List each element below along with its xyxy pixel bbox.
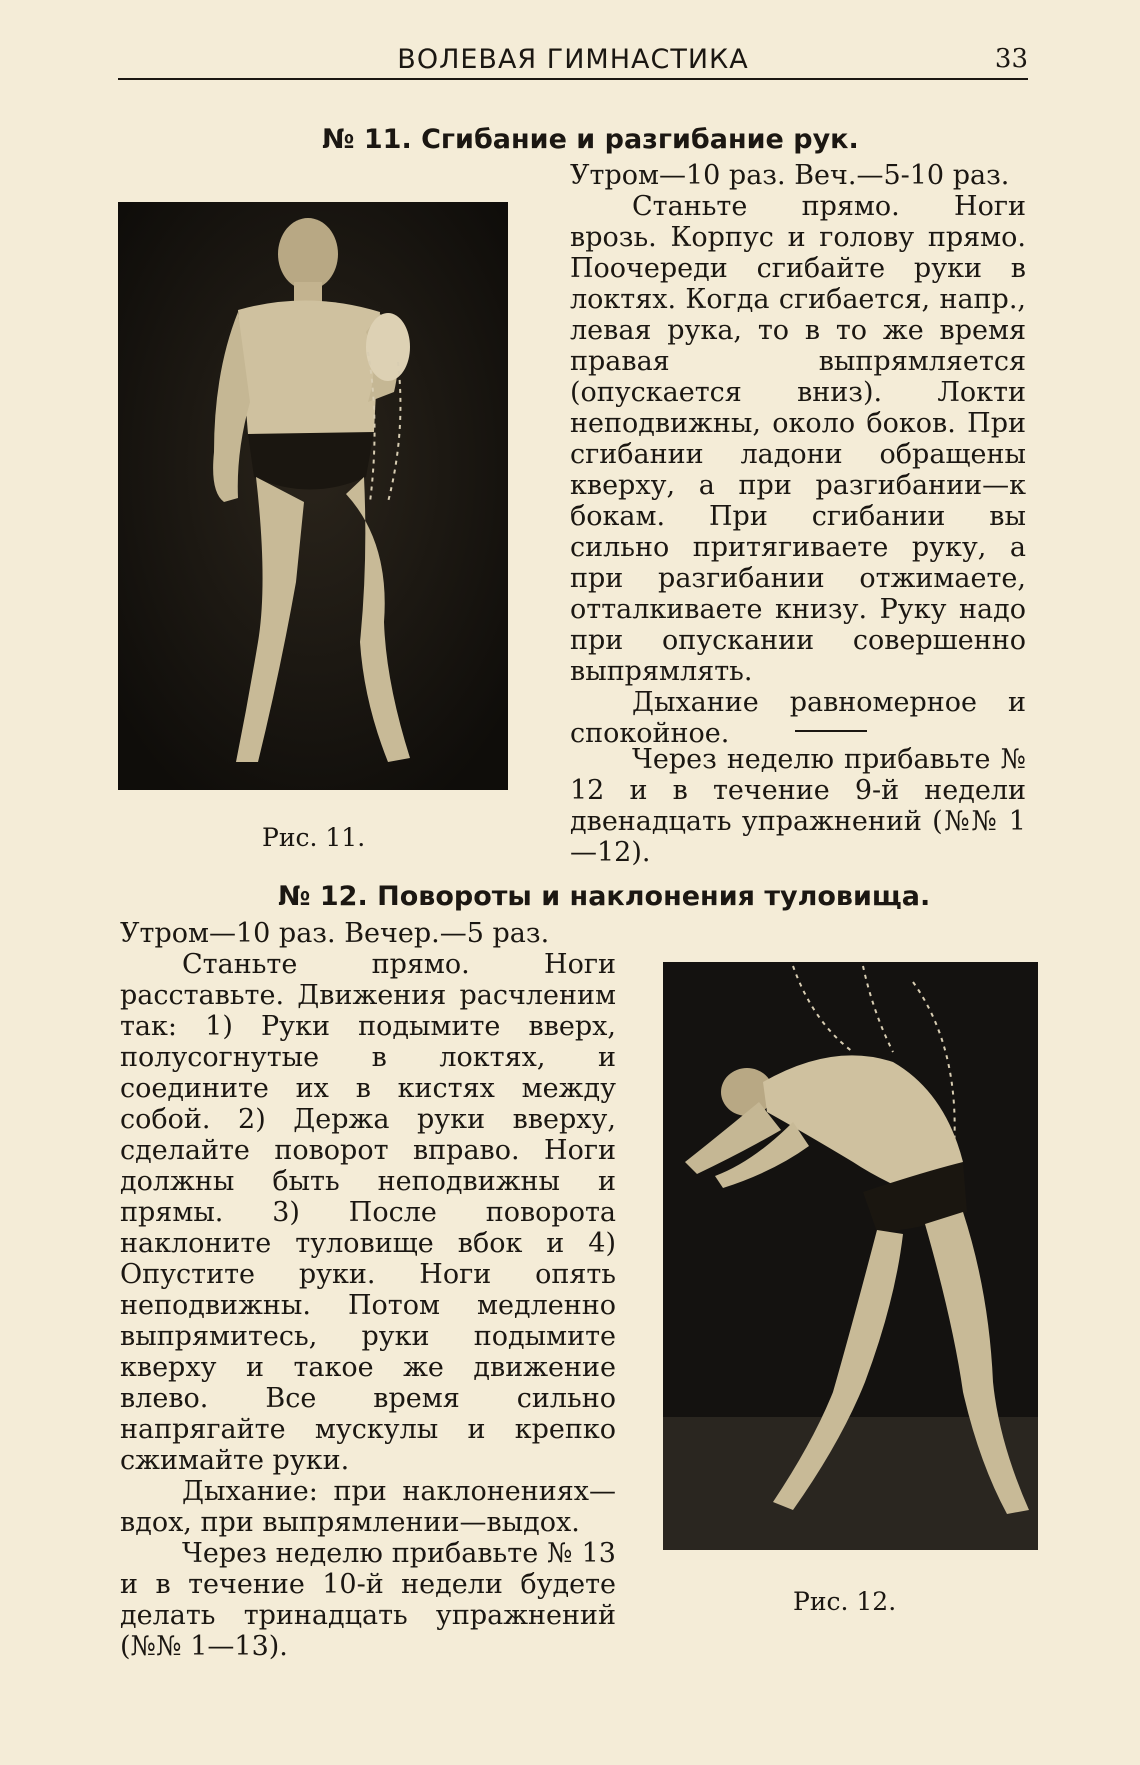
exercise-11-next-week: Через неделю прибавьте № 12 и в течение 9-й недели двенадцать упражнений (№№ 1—12). [570,744,1026,868]
figure-12-photo [663,962,1038,1550]
exercise-11-schedule: Утром—10 раз. Веч.—5-10 раз. [570,160,1010,191]
exercise-12-heading: № 12. Повороты и наклонения туловища. [278,881,931,912]
figure-11-photo [118,202,508,790]
section-divider [795,730,867,732]
exercise-12-next-week: Через неделю прибавьте № 13 и в течение 10-й недели будете делать тринадцать упражнений (№№ 1—13). [120,1538,616,1662]
book-title: ВОЛЕВАЯ ГИМНАСТИКА [397,44,749,75]
figure-12-caption: Рис. 12. [793,1587,897,1616]
exercise-11-body [570,160,1026,749]
figure-11-caption: Рис. 11. [262,823,366,852]
exercise-12-breathing: Дыхание: при наклонениях—вдох, при выпрямлении—выдох. [120,1476,616,1538]
exercise-12-schedule: Утром—10 раз. Вечер.—5 раз. [120,918,550,949]
exercise-11-heading: № 11. Сгибание и разгибание рук. [322,124,859,155]
exercise-11-progression [570,744,1026,868]
exercise-12-instructions: Станьте прямо. Ноги расставьте. Движения расчленим так: 1) Руки подымите вверх, полусогнутые в локтях, и соедините их в кистях между собой. 2) Держа руки вверху, сделайте поворот вправо. Ноги должны быть неподвижны и прямы. 3) После поворота наклоните туловище вбок и 4) Опустите руки. Ноги опять неподвижны. Потом медленно выпрямитесь, руки подымите кверху и такое же движение влево. Все время сильно напрягайте мускулы и крепко сжимайте руки. [120,949,616,1476]
page-number: 33 [994,44,1028,74]
exercise-11-instructions: Станьте прямо. Ноги врозь. Корпус и голову прямо. Поочереди сгибайте руки в локтях. Когда сгибается, напр., левая рука, то в то же время правая выпрямляется (опускается вниз). Локти неподвижны, около боков. При сгибании ладони обращены кверху, а при разгибании—к бокам. При сгибании вы сильно притягиваете руку, а при разгибании отжимаете, отталкиваете книзу. Руку надо при опускании совершенно выпрямлять. [570,191,1026,687]
running-head [118,44,1028,80]
exercise-12-body [120,918,616,1662]
exercise-11-breathing: Дыхание равномерное и спокойное. [570,687,1026,749]
